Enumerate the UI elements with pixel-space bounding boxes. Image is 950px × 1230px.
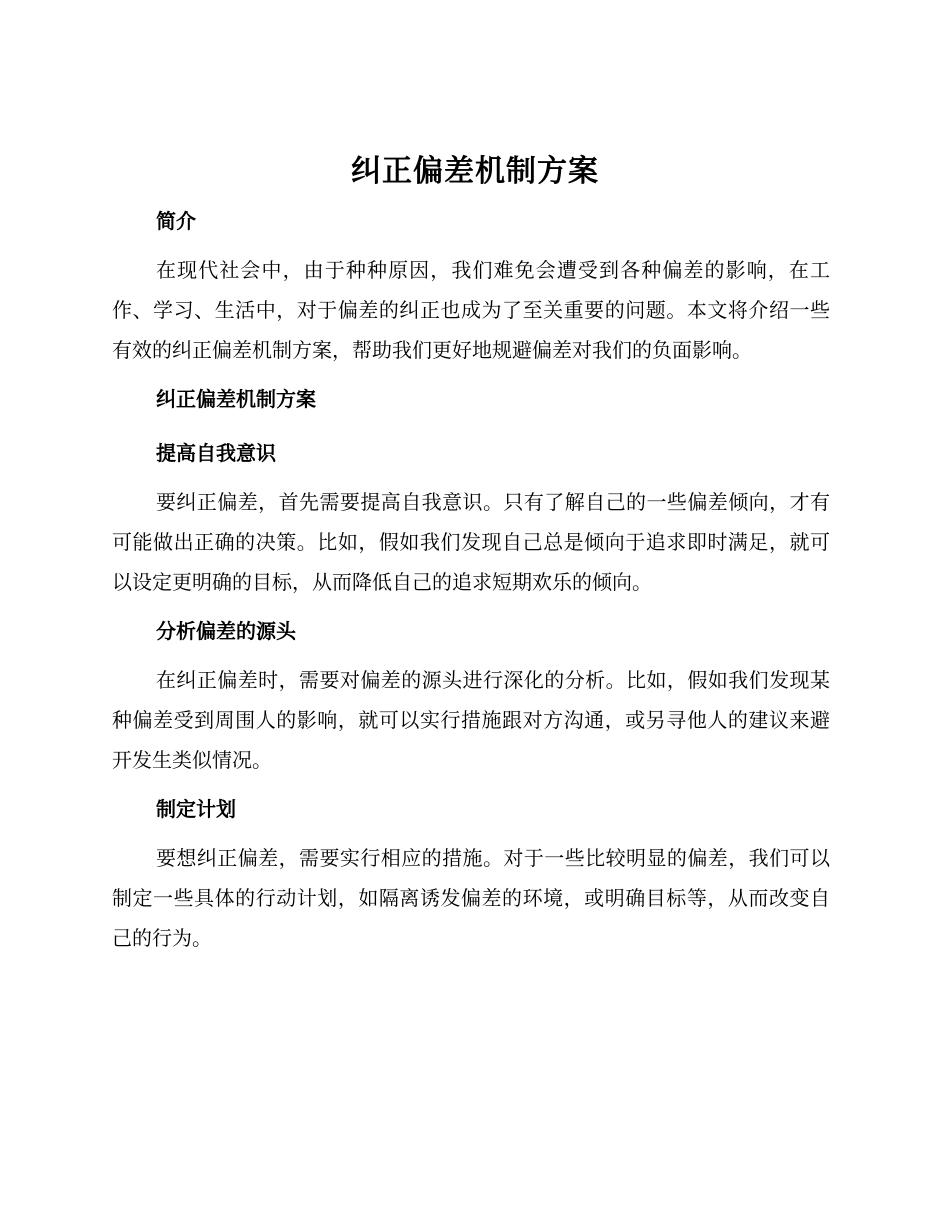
section-paragraph-self-awareness: 要纠正偏差，首先需要提高自我意识。只有了解自己的一些偏差倾向，才有可能做出正确的决策。比如，假如我们发现自己总是倾向于追求即时满足，就可以设定更明确的目标，从而降低自己的追求短期欢乐的倾向。 (112, 490, 830, 594)
section-heading-source-analysis: 分析偏差的源头 (156, 619, 296, 643)
section-heading-self-awareness: 提高自我意识 (156, 441, 276, 465)
document-title: 纠正偏差机制方案 (351, 154, 599, 189)
section-heading-mechanism: 纠正偏差机制方案 (156, 387, 316, 411)
section-paragraph-source-analysis: 在纠正偏差时，需要对偏差的源头进行深化的分析。比如，假如我们发现某种偏差受到周围人的影响，就可以实行措施跟对方沟通，或另寻他人的建议来避开发生类似情况。 (112, 668, 830, 772)
section-paragraph-intro: 在现代社会中，由于种种原因，我们难免会遭受到各种偏差的影响，在工作、学习、生活中，对于偏差的纠正也成为了至关重要的问题。本文将介绍一些有效的纠正偏差机制方案，帮助我们更好地规避偏差对我们的负面影响。 (112, 258, 830, 362)
section-heading-plan: 制定计划 (156, 797, 236, 821)
section-paragraph-plan: 要想纠正偏差，需要实行相应的措施。对于一些比较明显的偏差，我们可以制定一些具体的行动计划，如隔离诱发偏差的环境，或明确目标等，从而改变自己的行为。 (112, 846, 830, 950)
section-heading-intro: 简介 (156, 209, 196, 233)
